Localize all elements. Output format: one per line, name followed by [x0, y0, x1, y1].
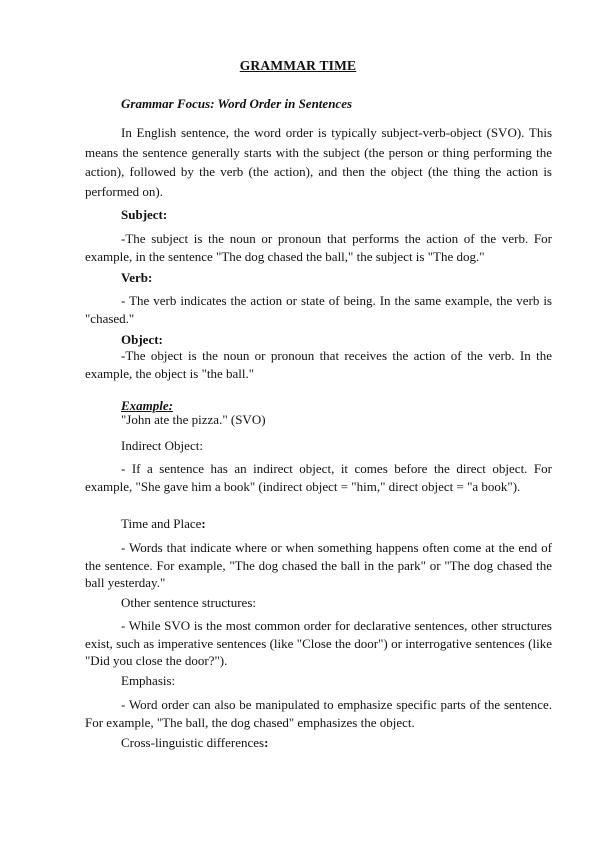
cross-linguistic-label: Cross-linguistic differences: [121, 735, 265, 750]
time-place-paragraph: - Words that indicate where or when something happens often come at the end of the sentence. For example, "The dog chased the ball in the park" or "The dog chased the ball yesterday.": [85, 540, 552, 590]
example-sentence: "John ate the pizza." (SVO): [121, 412, 266, 427]
grammar-focus-heading: Grammar Focus: Word Order in Sentences: [121, 96, 353, 111]
verb-heading: Verb:: [121, 270, 153, 285]
cross-linguistic-colon: :: [264, 735, 269, 750]
emphasis-paragraph: - Word order can also be manipulated to emphasize specific parts of the sentence. For example, "The ball, the dog chased" emphasizes the object.: [85, 697, 552, 730]
time-place-heading: [121, 516, 206, 532]
time-place-label: Time and Place: [121, 516, 202, 531]
object-paragraph: -The object is the noun or pronoun that receives the action of the verb. In the example, the object is "the ball.": [85, 348, 552, 381]
cross-linguistic-heading: [121, 735, 268, 751]
verb-paragraph: - The verb indicates the action or state of being. In the same example, the verb is "chased.": [85, 293, 552, 326]
indirect-object-paragraph: - If a sentence has an indirect object, it comes before the direct object. For example, "She gave him a book" (indirect object = "him," direct object = "a book").: [85, 461, 552, 494]
emphasis-heading: Emphasis:: [121, 673, 176, 688]
time-place-colon: :: [201, 516, 206, 531]
other-structures-paragraph: - While SVO is the most common order for declarative sentences, other structures exist, such as imperative sentences (like "Close the door") or interrogative sentences (like "Did you close the door?").: [85, 618, 552, 668]
indirect-object-heading: Indirect Object:: [121, 438, 203, 453]
intro-paragraph: In English sentence, the word order is typically subject-verb-object (SVO). This means the sentence generally starts with the subject (the person or thing performing the action), followed by the verb (the action), and then the object (the thing the action is performed on).: [85, 125, 552, 199]
example-heading: Example:: [121, 398, 173, 413]
other-structures-heading: Other sentence structures:: [121, 595, 257, 610]
document-title: GRAMMAR TIME: [239, 58, 357, 73]
subject-heading: Subject:: [121, 207, 168, 222]
subject-paragraph: -The subject is the noun or pronoun that performs the action of the verb. For example, in the sentence "The dog chased the ball," the subject is "The dog.": [85, 231, 552, 264]
object-heading: Object:: [121, 332, 163, 347]
